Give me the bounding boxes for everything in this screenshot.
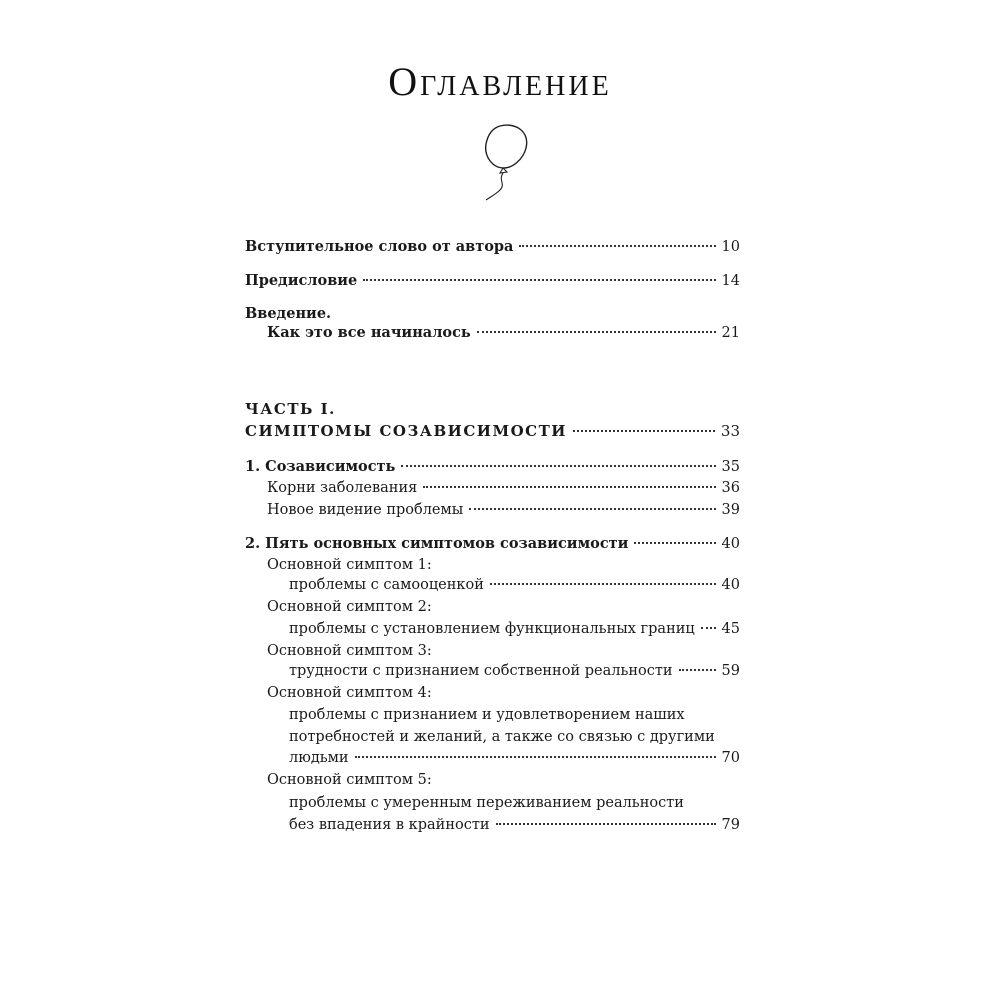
dot-leader — [423, 486, 715, 488]
symptom-heading: Основной симптом 1: — [267, 557, 432, 573]
toc-entry-symptom-5[interactable]: без впадения в крайности 79 — [289, 817, 740, 833]
toc-entry-symptom-2[interactable]: проблемы с установлением функциональных границ 45 — [289, 621, 740, 637]
dot-leader — [701, 627, 716, 629]
part-label: ЧАСТЬ I. — [245, 400, 336, 418]
dot-leader — [679, 669, 716, 671]
toc-entry-introduction[interactable]: Как это все начиналось 21 — [267, 324, 740, 341]
dot-leader — [496, 823, 716, 825]
dot-leader — [634, 542, 715, 544]
symptom-line: проблемы с умеренным переживанием реальности — [289, 795, 684, 811]
symptom-heading: Основной симптом 3: — [267, 643, 432, 659]
page-title: Оглавление — [388, 59, 612, 104]
toc-entry-chapter-2[interactable]: 2. Пять основных симптомов созависимости 40 — [245, 535, 740, 552]
balloon-icon — [478, 122, 538, 204]
dot-leader — [355, 756, 716, 758]
dot-leader — [573, 430, 715, 432]
toc-entry-symptom-4[interactable]: людьми 70 — [289, 750, 740, 766]
dot-leader — [477, 331, 716, 333]
dot-leader — [490, 583, 716, 585]
symptom-heading: Основной симптом 2: — [267, 599, 432, 615]
symptom-heading: Основной симптом 5: — [267, 772, 432, 788]
dot-leader — [363, 279, 715, 281]
dot-leader — [401, 465, 715, 467]
toc-entry-symptom-3[interactable]: трудности с признанием собственной реальности 59 — [289, 663, 740, 679]
toc-entry-symptom-1[interactable]: проблемы с самооценкой 40 — [289, 577, 740, 593]
symptom-heading: Основной симптом 4: — [267, 685, 432, 701]
toc-entry-chapter-1[interactable]: 1. Созависимость 35 — [245, 458, 740, 475]
toc-entry-section[interactable]: Новое видение проблемы 39 — [267, 502, 740, 518]
toc-entry-preface[interactable]: Предисловие 14 — [245, 272, 740, 289]
toc-entry-foreword[interactable]: Вступительное слово от автора 10 — [245, 238, 740, 255]
symptom-line: проблемы с признанием и удовлетворением наших — [289, 707, 685, 723]
symptom-line: потребностей и желаний, а также со связью с другими — [289, 729, 715, 745]
dot-leader — [469, 508, 715, 510]
toc-entry-part1[interactable]: СИМПТОМЫ СОЗАВИСИМОСТИ 33 — [245, 422, 740, 440]
toc-entry-section[interactable]: Корни заболевания 36 — [267, 480, 740, 496]
toc-entry-introduction-heading: Введение. — [245, 305, 332, 322]
dot-leader — [519, 245, 715, 247]
